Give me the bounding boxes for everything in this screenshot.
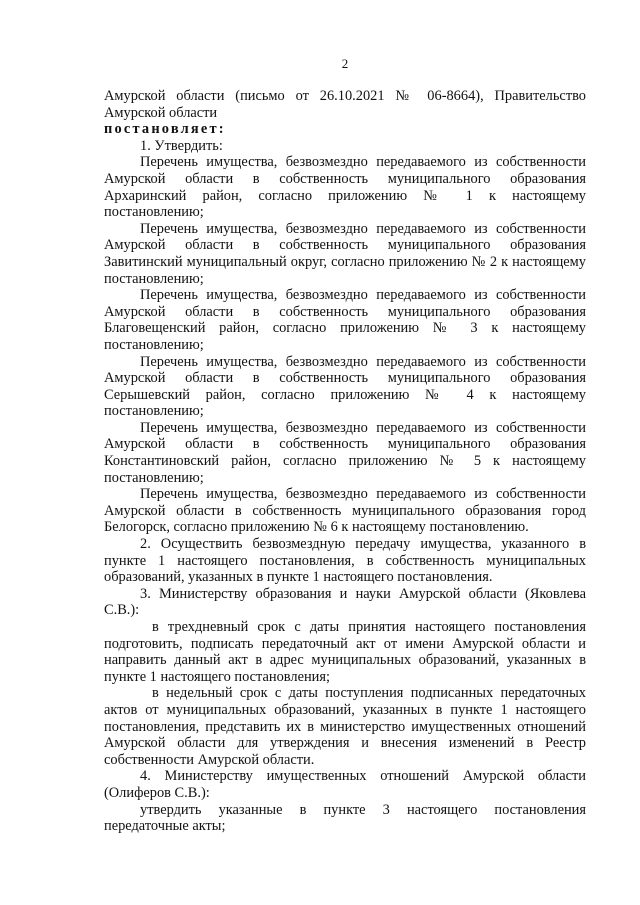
document-body	[104, 88, 586, 835]
list-item-4: Перечень имущества, безвозмездно передаваемого из собственности Амурской области в собственность муниципального образования Серышевский район, согласно приложению № 4 к настоящему постановлению;	[104, 353, 586, 420]
list-item-6: Перечень имущества, безвозмездно передаваемого из собственности Амурской области в собственность муниципального образования город Белогорск, согласно приложению № 6 к настоящему постановлению.	[104, 486, 586, 536]
clause-3-item-b: в недельный срок с даты поступления подписанных передаточных актов от муниципальных образований, указанных в пункте 1 настоящего постановления, представить их в министерство имущественных отношений Амурской области для утверждения и внесения изменений в Реестр собственности Амурской области.	[104, 685, 586, 768]
clause-4-item-a: утвердить указанные в пункте 3 настоящего постановления передаточные акты;	[104, 801, 586, 835]
page-number: 2	[341, 56, 349, 71]
clause-2: 2. Осуществить безвозмездную передачу имущества, указанного в пункте 1 настоящего постановления, в собственность муниципальных образований, указанных в пункте 1 настоящего постановления.	[104, 536, 586, 586]
clause-3-heading: 3. Министерству образования и науки Амурской области (Яковлева С.В.):	[104, 585, 586, 619]
clause-4-heading: 4. Министерству имущественных отношений Амурской области (Олиферов С.В.):	[104, 768, 586, 801]
decree-heading: постановляет:	[104, 121, 226, 138]
list-item-3: Перечень имущества, безвозмездно передаваемого из собственности Амурской области в собственность муниципального образования Благовещенский район, согласно приложению № 3 к настоящему постановлению;	[104, 287, 586, 353]
intro-paragraph: Амурской области (письмо от 26.10.2021 № 06-8664), Правительство Амурской области	[104, 88, 586, 121]
list-item-2: Перечень имущества, безвозмездно передаваемого из собственности Амурской области в собственность муниципального образования Завитинский муниципальный округ, согласно приложению № 2 к настоящему постановлению;	[104, 220, 586, 287]
list-item-5: Перечень имущества, безвозмездно передаваемого из собственности Амурской области в собственность муниципального образования Константиновский район, согласно приложению № 5 к настоящему постановлению;	[104, 419, 586, 486]
clause-3-item-a: в трехдневный срок с даты принятия настоящего постановления подготовить, подписать передаточный акт от имени Амурской области и направить данный акт в адрес муниципальных образований, указанных в пункте 1 настоящего постановления;	[104, 619, 586, 685]
list-item-1: Перечень имущества, безвозмездно передаваемого из собственности Амурской области в собственность муниципального образования Архаринский район, согласно приложению № 1 к настоящему постановлению;	[104, 154, 586, 221]
clause-1-heading: 1. Утвердить:	[140, 137, 223, 154]
